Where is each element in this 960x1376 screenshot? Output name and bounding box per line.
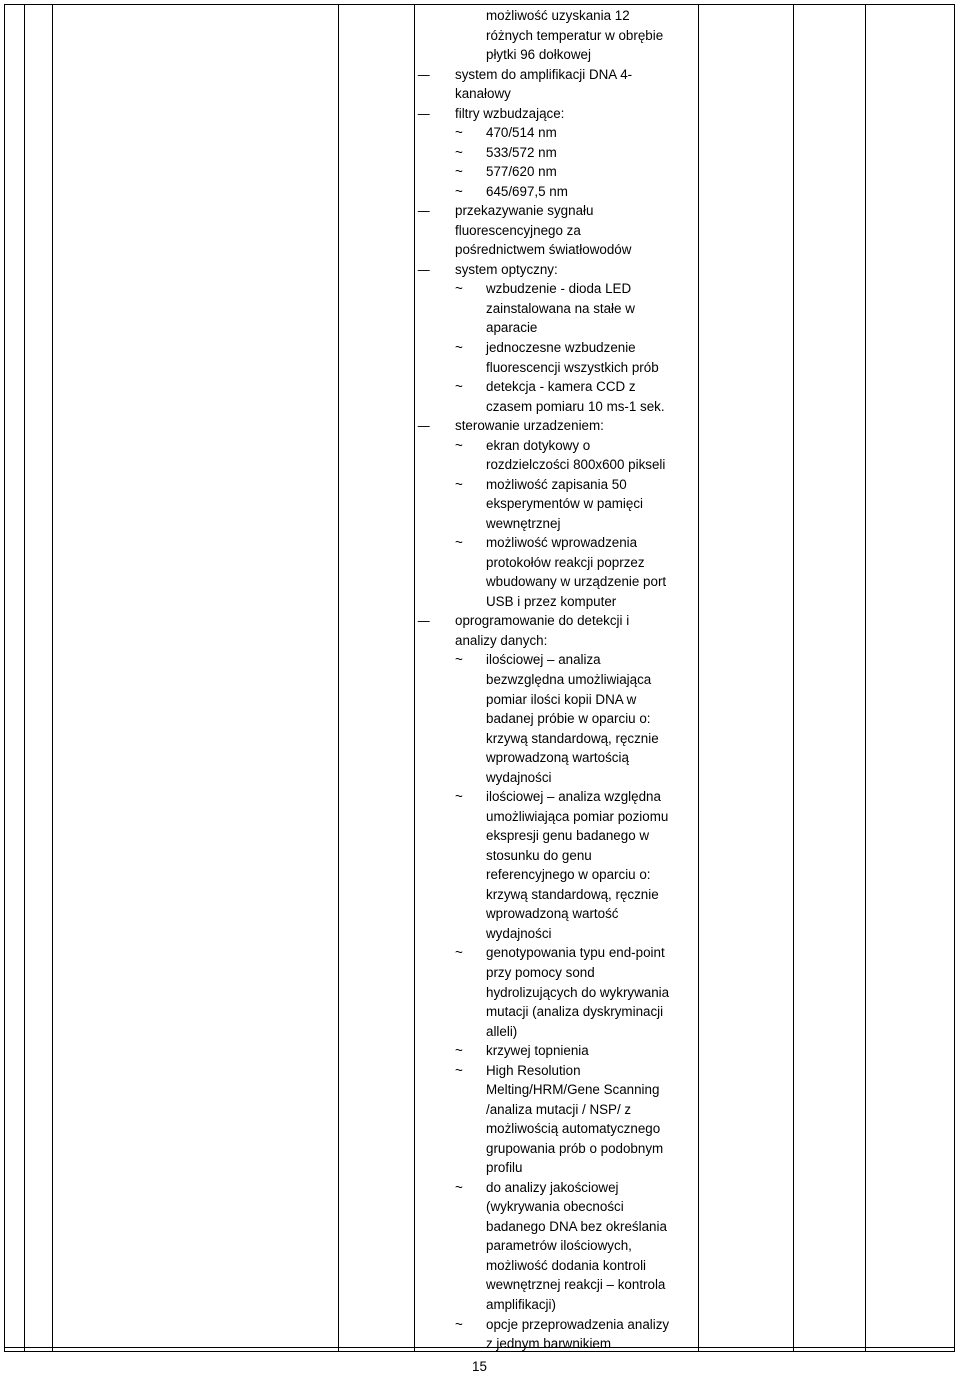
spec-subitem-line: wydajności	[486, 925, 552, 941]
dash-bullet: –	[417, 418, 430, 434]
spec-item-line: fluorescencyjnego za	[455, 222, 581, 238]
spec-item-line: sterowanie urzadzeniem:	[455, 418, 604, 434]
spec-subitem-line: mutacji (analiza dyskryminacji	[486, 1004, 664, 1020]
dash-bullet: –	[417, 261, 430, 277]
tilde-bullet: ~	[455, 437, 463, 453]
spec-item-line: analizy danych:	[455, 632, 548, 648]
spec-item-line: pośrednictwem światłowodów	[455, 242, 632, 258]
tilde-bullet: ~	[455, 1062, 463, 1078]
spec-subitem-line: 470/514 nm	[486, 125, 557, 141]
spec-subitem-line: przy pomocy sond	[486, 964, 595, 980]
spec-subitem-line: wzbudzenie - dioda LED	[486, 281, 632, 297]
spec-subitem-line: możliwością automatycznego	[486, 1121, 661, 1137]
spec-subitem-line: stosunku do genu	[486, 847, 592, 863]
spec-subitem-line: możliwość dodania kontroli	[486, 1257, 647, 1273]
spec-subitem-line: (wykrywania obecności	[486, 1199, 624, 1215]
spec-subitem-line: profilu	[486, 1160, 523, 1176]
spec-subitem-line: czasem pomiaru 10 ms-1 sek.	[486, 398, 665, 414]
spec-subitem-line: możliwość wprowadzenia	[486, 535, 638, 551]
spec-subitem-line: do analizy jakościowej	[486, 1179, 619, 1195]
tilde-bullet: ~	[455, 1316, 463, 1332]
intro-line: możliwość uzyskania 12	[486, 8, 630, 23]
spec-subitem-line: /analiza mutacji / NSP/ z	[486, 1101, 632, 1117]
spec-subitem-line: zainstalowana na stałe w	[486, 300, 635, 316]
column-divider	[52, 4, 53, 1352]
tilde-bullet: ~	[455, 144, 463, 160]
column-divider	[865, 4, 866, 1352]
column-divider	[414, 4, 415, 1352]
dash-bullet: –	[417, 105, 430, 121]
spec-subitem-line: wewnętrznej	[486, 515, 561, 531]
spec-subitem-line: ilościowej – analiza względna	[486, 789, 661, 805]
page-number: 15	[472, 1359, 487, 1374]
spec-subitem-line: bezwzględna umożliwiająca	[486, 672, 652, 688]
spec-subitem-line: badanej próbie w oparciu o:	[486, 711, 651, 727]
spec-subitem-line: z jednym barwnikiem	[486, 1336, 612, 1352]
dash-bullet: –	[417, 203, 430, 219]
spec-subitem-line: protokołów reakcji poprzez	[486, 554, 645, 570]
tilde-bullet: ~	[455, 340, 463, 355]
spec-subitem-line: referencyjnego w oparciu o:	[486, 867, 651, 883]
tilde-bullet: ~	[455, 1179, 463, 1195]
spec-subitem-line: opcje przeprowadzenia analizy	[486, 1316, 670, 1332]
spec-subitem-line: umożliwiająca pomiar poziomu	[486, 808, 669, 824]
intro-line: różnych temperatur w obrębie	[486, 27, 664, 43]
spec-subitem-line: 645/697,5 nm	[486, 183, 568, 199]
spec-item-line: system optyczny:	[455, 261, 558, 277]
spec-subitem-line: detekcja - kamera CCD z	[486, 379, 636, 395]
tilde-bullet: ~	[455, 281, 463, 297]
tilde-bullet: ~	[455, 125, 463, 141]
spec-subitem-line: badanego DNA bez określania	[486, 1218, 667, 1234]
column-divider	[338, 4, 339, 1352]
tilde-bullet: ~	[455, 945, 463, 961]
spec-subitem-line: krzywej topnienia	[486, 1043, 589, 1059]
spec-subitem-line: możliwość zapisania 50	[486, 476, 627, 492]
spec-subitem-line: pomiar ilości kopii DNA w	[486, 691, 637, 707]
column-divider	[24, 4, 25, 1352]
spec-subitem-line: hydrolizujących do wykrywania	[486, 984, 670, 1000]
spec-item-line: filtry wzbudzające:	[455, 105, 565, 121]
spec-subitem-line: parametrów ilościowych,	[486, 1238, 632, 1254]
spec-item-line: kanałowy	[455, 86, 511, 102]
spec-subitem-line: wydajności	[486, 769, 552, 785]
tilde-bullet: ~	[455, 789, 463, 805]
spec-item-line: oprogramowanie do detekcji i	[455, 613, 630, 629]
column-divider	[698, 4, 699, 1352]
spec-subitem-line: amplifikacji)	[486, 1296, 556, 1312]
spec-subitem-line: ekran dotykowy o	[486, 437, 591, 453]
table-bottom-border	[4, 1347, 955, 1348]
spec-subitem-line: 577/620 nm	[486, 164, 557, 180]
tilde-bullet: ~	[455, 164, 463, 180]
spec-subitem-line: wewnętrznej reakcji – kontrola	[486, 1277, 666, 1293]
spec-subitem-line: Melting/HRM/Gene Scanning	[486, 1082, 660, 1098]
tilde-bullet: ~	[455, 652, 463, 668]
spec-subitem-line: rozdzielczości 800x600 pikseli	[486, 457, 666, 473]
tilde-bullet: ~	[455, 379, 463, 395]
spec-subitem-line: 533/572 nm	[486, 144, 557, 160]
spec-item-line: przekazywanie sygnału	[455, 203, 594, 219]
tilde-bullet: ~	[455, 535, 463, 551]
spec-subitem-line: alleli)	[486, 1023, 518, 1039]
spec-subitem-line: eksperymentów w pamięci	[486, 496, 644, 512]
spec-subitem-line: aparacie	[486, 320, 538, 336]
tilde-bullet: ~	[455, 1043, 463, 1059]
spec-subitem-line: fluorescencji wszystkich prób	[486, 359, 659, 375]
dash-bullet: –	[417, 66, 430, 82]
spec-subitem-line: krzywą standardową, ręcznie	[486, 730, 659, 746]
spec-subitem-line: ekspresji genu badanego w	[486, 828, 650, 844]
spec-subitem-line: wprowadzoną wartość	[486, 906, 619, 922]
spec-subitem-line: grupowania prób o podobnym	[486, 1140, 664, 1156]
spec-subitem-line: wbudowany w urządzenie port	[486, 574, 667, 590]
spec-subitem-line: wprowadzoną wartością	[486, 750, 629, 766]
tilde-bullet: ~	[455, 476, 463, 492]
column-divider	[793, 4, 794, 1352]
spec-subitem-line: krzywą standardową, ręcznie	[486, 886, 659, 902]
spec-item-line: system do amplifikacji DNA 4-	[455, 66, 633, 82]
spec-subitem-line: ilościowej – analiza	[486, 652, 601, 668]
spec-subitem-line: jednoczesne wzbudzenie	[486, 340, 636, 355]
spec-subitem-line: genotypowania typu end-point	[486, 945, 665, 961]
tilde-bullet: ~	[455, 183, 463, 199]
dash-bullet: –	[417, 613, 430, 629]
intro-line: płytki 96 dołkowej	[486, 47, 591, 63]
spec-subitem-line: High Resolution	[486, 1062, 581, 1078]
spec-subitem-line: USB i przez komputer	[486, 593, 617, 609]
